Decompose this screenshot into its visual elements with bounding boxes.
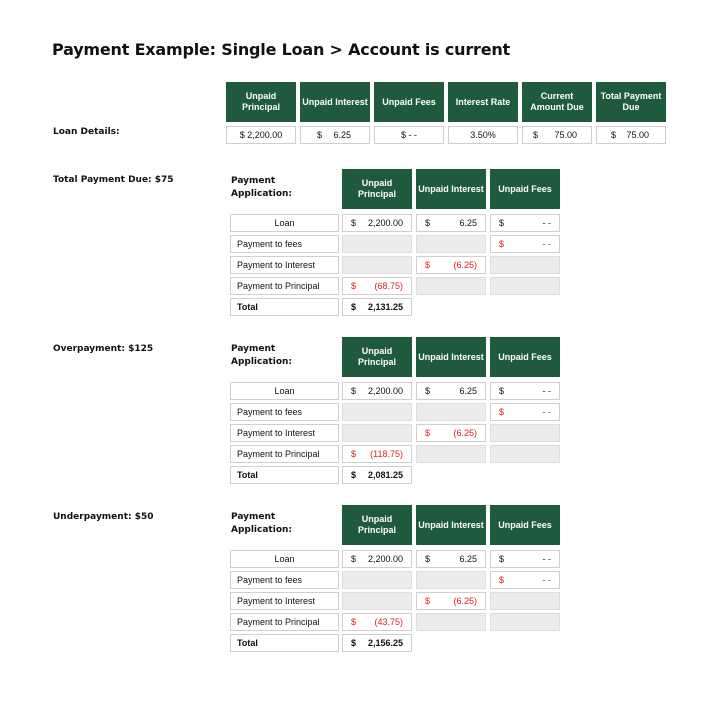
loan-header-unpaid-fees: Unpaid Fees — [374, 82, 444, 122]
total-principal-cell — [342, 466, 412, 484]
row-label-payment-to-principal: Payment to Principal — [230, 445, 339, 463]
loan-interest-cell — [416, 214, 486, 232]
empty-cell — [342, 424, 412, 442]
loan-header-total-payment-due: Total Payment Due — [596, 82, 666, 122]
row-label-payment-to-fees: Payment to fees — [230, 235, 339, 253]
loan-value-unpaid-fees — [374, 126, 444, 144]
loan-header-unpaid-principal: Unpaid Principal — [226, 82, 296, 122]
value-text: 75.00 — [626, 130, 649, 140]
value-text: 2,200.00 — [367, 386, 403, 396]
value-text: 2,200.00 — [367, 554, 403, 564]
empty-cell — [490, 445, 560, 463]
empty-cell — [416, 235, 486, 253]
value-text: 2,200.00 — [367, 218, 403, 228]
row-label-payment-to-principal: Payment to Principal — [230, 613, 339, 631]
row-label-loan: Loan — [230, 214, 339, 232]
empty-cell — [342, 403, 412, 421]
header-unpaid-principal: Unpaid Principal — [342, 337, 412, 377]
currency-symbol: $ — [425, 596, 431, 606]
row-label-payment-to-fees: Payment to fees — [230, 571, 339, 589]
payment-application-label: Payment Application: — [231, 176, 293, 199]
fees-payment-cell — [490, 403, 560, 421]
header-unpaid-fees: Unpaid Fees — [490, 169, 560, 209]
loan-header-current-amount-due: Current Amount Due — [522, 82, 592, 122]
value-text: 6.25 — [333, 130, 351, 140]
value-text: 75.00 — [554, 130, 577, 140]
principal-payment-cell — [342, 613, 412, 631]
currency-symbol: $ — [317, 130, 323, 140]
value-text: (6.25) — [453, 260, 477, 270]
loan-fees-cell — [490, 214, 560, 232]
row-label-payment-to-principal: Payment to Principal — [230, 277, 339, 295]
empty-cell — [490, 613, 560, 631]
row-label-total: Total — [230, 298, 339, 316]
interest-payment-cell — [416, 256, 486, 274]
header-unpaid-interest: Unpaid Interest — [416, 169, 486, 209]
value-text: (6.25) — [453, 428, 477, 438]
scenario-label: Total Payment Due: $75 — [53, 175, 174, 185]
row-label-payment-to-interest: Payment to Interest — [230, 592, 339, 610]
empty-cell — [490, 256, 560, 274]
value-text: 2,081.25 — [367, 470, 403, 480]
currency-symbol: $ — [499, 407, 505, 417]
empty-cell — [342, 592, 412, 610]
scenario-label: Underpayment: $50 — [53, 512, 154, 522]
row-label-total: Total — [230, 634, 339, 652]
currency-symbol: $ — [499, 218, 505, 228]
value-text: $ - - — [400, 130, 417, 140]
header-unpaid-interest: Unpaid Interest — [416, 505, 486, 545]
loan-details-label: Loan Details: — [53, 127, 120, 137]
value-text: (118.75) — [370, 449, 403, 459]
currency-symbol: $ — [351, 449, 357, 459]
row-label-payment-to-interest: Payment to Interest — [230, 424, 339, 442]
fees-payment-cell — [490, 571, 560, 589]
value-text: (68.75) — [374, 281, 403, 291]
payment-application-label: Payment Application: — [231, 344, 293, 367]
row-label-payment-to-fees: Payment to fees — [230, 403, 339, 421]
header-unpaid-interest: Unpaid Interest — [416, 337, 486, 377]
loan-value-total-payment-due — [596, 126, 666, 144]
currency-symbol: $ — [499, 554, 505, 564]
loan-value-current-amount-due — [522, 126, 592, 144]
currency-symbol: $ — [351, 554, 357, 564]
interest-payment-cell — [416, 592, 486, 610]
total-principal-cell — [342, 298, 412, 316]
empty-cell — [490, 424, 560, 442]
header-unpaid-fees: Unpaid Fees — [490, 337, 560, 377]
value-text: 2,156.25 — [367, 638, 403, 648]
value-text: - - — [542, 239, 551, 249]
value-text: - - — [542, 407, 551, 417]
currency-symbol: $ — [351, 386, 357, 396]
currency-symbol: $ — [351, 281, 357, 291]
currency-symbol: $ — [351, 302, 357, 312]
loan-interest-cell — [416, 550, 486, 568]
currency-symbol: $ — [611, 130, 617, 140]
empty-cell — [342, 235, 412, 253]
interest-payment-cell — [416, 424, 486, 442]
total-principal-cell — [342, 634, 412, 652]
loan-principal-cell — [342, 550, 412, 568]
empty-cell — [416, 277, 486, 295]
value-text: - - — [542, 218, 551, 228]
row-label-total: Total — [230, 466, 339, 484]
currency-symbol: $ — [351, 470, 357, 480]
loan-principal-cell — [342, 214, 412, 232]
value-text: 3.50% — [470, 130, 496, 140]
loan-interest-cell — [416, 382, 486, 400]
value-text: - - — [542, 386, 551, 396]
header-unpaid-fees: Unpaid Fees — [490, 505, 560, 545]
empty-cell — [416, 571, 486, 589]
value-text: (43.75) — [374, 617, 403, 627]
value-text: 6.25 — [459, 386, 477, 396]
loan-principal-cell — [342, 382, 412, 400]
loan-value-unpaid-interest — [300, 126, 370, 144]
currency-symbol: $ — [499, 239, 505, 249]
fees-payment-cell — [490, 235, 560, 253]
loan-header-unpaid-interest: Unpaid Interest — [300, 82, 370, 122]
empty-cell — [342, 571, 412, 589]
empty-cell — [342, 256, 412, 274]
scenario-label: Overpayment: $125 — [53, 344, 154, 354]
principal-payment-cell — [342, 277, 412, 295]
value-text: 2,131.25 — [367, 302, 403, 312]
header-unpaid-principal: Unpaid Principal — [342, 505, 412, 545]
currency-symbol: $ — [533, 130, 539, 140]
principal-payment-cell — [342, 445, 412, 463]
currency-symbol: $ — [425, 428, 431, 438]
currency-symbol: $ — [425, 554, 431, 564]
row-label-payment-to-interest: Payment to Interest — [230, 256, 339, 274]
currency-symbol: $ — [425, 260, 431, 270]
row-label-loan: Loan — [230, 382, 339, 400]
row-label-loan: Loan — [230, 550, 339, 568]
loan-value-interest-rate — [448, 126, 518, 144]
page-title: Payment Example: Single Loan > Account is current — [52, 40, 510, 59]
payment-application-label: Payment Application: — [231, 512, 293, 535]
currency-symbol: $ — [499, 386, 505, 396]
value-text: 6.25 — [459, 554, 477, 564]
header-unpaid-principal: Unpaid Principal — [342, 169, 412, 209]
empty-cell — [490, 592, 560, 610]
empty-cell — [416, 403, 486, 421]
value-text: 6.25 — [459, 218, 477, 228]
loan-header-interest-rate: Interest Rate — [448, 82, 518, 122]
value-text: (6.25) — [453, 596, 477, 606]
currency-symbol: $ — [499, 575, 505, 585]
value-text: - - — [542, 554, 551, 564]
currency-symbol: $ — [425, 386, 431, 396]
loan-fees-cell — [490, 550, 560, 568]
empty-cell — [490, 277, 560, 295]
currency-symbol: $ — [351, 218, 357, 228]
empty-cell — [416, 445, 486, 463]
currency-symbol: $ — [351, 617, 357, 627]
empty-cell — [416, 613, 486, 631]
value-text: - - — [542, 575, 551, 585]
loan-fees-cell — [490, 382, 560, 400]
value-text: $ 2,200.00 — [239, 130, 283, 140]
currency-symbol: $ — [425, 218, 431, 228]
loan-value-unpaid-principal — [226, 126, 296, 144]
currency-symbol: $ — [351, 638, 357, 648]
